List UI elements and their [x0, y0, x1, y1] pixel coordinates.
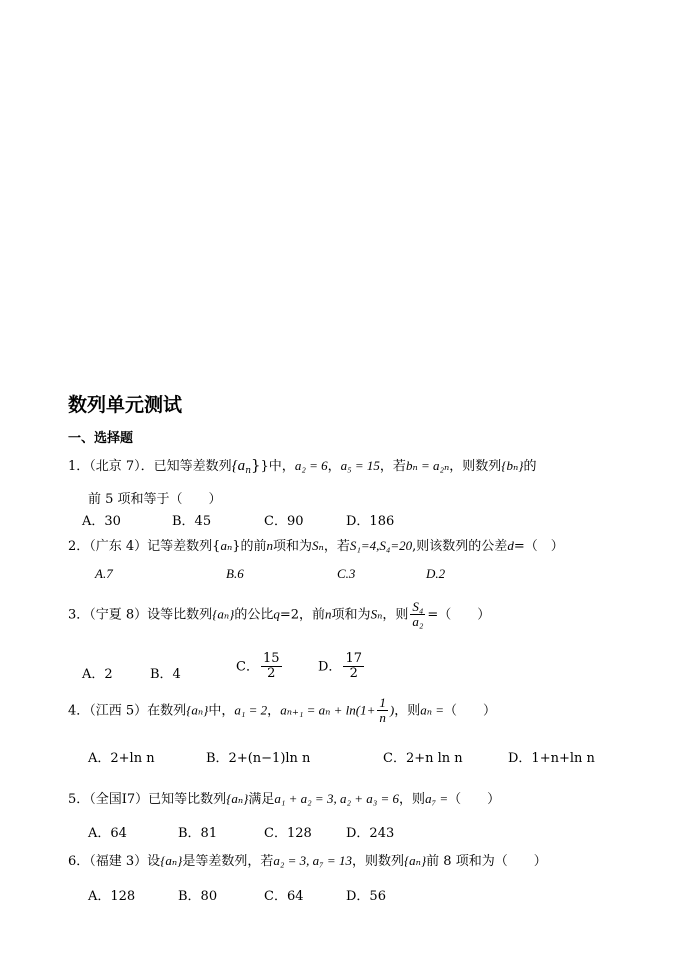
q2-text-c: 项和为	[273, 539, 313, 554]
q1-cond1: a₂ = 6	[294, 458, 328, 473]
q1-option-b: B．45	[172, 514, 212, 529]
q4-frac-den: n	[379, 710, 386, 726]
q5-text-d: （ ）	[448, 792, 501, 807]
q1-tail: 的	[523, 459, 537, 474]
q5-seq: {aₙ}	[226, 791, 249, 806]
q2-an: aₙ	[220, 538, 233, 553]
q3-frac-num: S₄	[412, 599, 424, 614]
q6-text-a: 6．（福建 3）设	[68, 854, 161, 869]
q3-frac-den: a₂	[412, 614, 424, 630]
q6-seq2: {aₙ}	[403, 853, 427, 868]
q4-frac-num: 1	[379, 695, 386, 710]
q4-option-a: A．2+ln n	[88, 751, 155, 766]
q6-option-d: D．56	[346, 889, 386, 904]
question-3	[68, 600, 490, 630]
q3-text-f: =（ ）	[427, 607, 491, 623]
q4-text-a: 4．（江西 5）在数列	[68, 703, 187, 719]
page-title: 数列单元测试	[68, 394, 183, 416]
q3-option-b: B．4	[150, 667, 181, 682]
q5-option-a: A．64	[88, 826, 127, 841]
q3-seq: {aₙ}	[212, 606, 235, 622]
q6-option-a: A．128	[88, 889, 136, 904]
q2-option-c: C.3	[337, 566, 356, 581]
q4-text-e: （ ）	[444, 703, 497, 719]
q4-option-c: C．2+n ln n	[383, 751, 463, 766]
q2-sn: Sₙ	[312, 538, 324, 553]
q1-mid1: }中，	[260, 459, 295, 474]
q4-seq: {aₙ}	[186, 702, 209, 718]
q2-n: n	[266, 538, 274, 553]
q5-text-c: ，则	[399, 792, 426, 807]
q2-text-e: ,则该数列的公差	[412, 539, 508, 554]
q1-sep1: ，	[327, 459, 341, 474]
q4-an: aₙ =	[420, 702, 445, 718]
q3-sn: Sₙ	[370, 606, 383, 622]
q1-cond3: bₙ = a₂ₙ	[405, 458, 450, 473]
q3-text-c: =2，前	[279, 607, 326, 623]
q1-mid2: ，若	[379, 459, 406, 474]
q5-option-b: B．81	[178, 826, 218, 841]
question-1	[68, 455, 536, 476]
q1-mid3: ，则数列	[449, 459, 502, 474]
q3-q: q	[273, 606, 280, 622]
q2-text-b: }的前	[232, 539, 267, 554]
q2-text-a: 2．（广东 4）记等差数列{	[68, 539, 221, 554]
q1-option-c: C．90	[264, 514, 304, 529]
q1-cond2: a₅ = 15	[340, 458, 380, 473]
q3-text-d: 项和为	[331, 607, 371, 623]
q3-text-b: 的公比	[234, 607, 274, 623]
q4-rec-right: )	[389, 702, 395, 718]
question-6	[68, 850, 547, 869]
q4-fraction	[377, 696, 388, 726]
q4-option-b: B．2+(n−1)ln n	[206, 751, 311, 766]
q4-cond1: a₁ = 2	[234, 702, 268, 718]
q4-rec-left: aₙ₊₁ = aₙ + ln(1+	[280, 702, 376, 718]
q1-option-d: D．186	[346, 514, 395, 529]
q1-seq-b: {bₙ}	[501, 458, 524, 473]
q3-fraction	[410, 600, 425, 630]
q2-option-b: B.6	[226, 566, 244, 581]
q3-text-a: 3．（宁夏 8）设等比数列	[68, 607, 213, 623]
q1-seq-a-sub: n	[245, 466, 251, 476]
q6-seq: {aₙ}	[160, 853, 183, 868]
q2-text-d: ，若	[323, 539, 350, 554]
q2-d: d	[507, 538, 514, 553]
q5-option-d: D．243	[346, 826, 395, 841]
q5-text-a: 5．（全国Ⅰ7）已知等比数列	[68, 792, 227, 807]
question-4	[68, 696, 496, 726]
q3-option-a: A．2	[82, 667, 113, 682]
q5-target: a₇ =	[425, 791, 449, 806]
q4-option-d: D．1+n+ln n	[508, 751, 595, 766]
q6-option-c: C．64	[264, 889, 304, 904]
q3-option-d-label: D．	[318, 659, 342, 675]
q3-option-d	[318, 652, 366, 682]
q5-text-b: 满足	[248, 792, 275, 807]
q5-option-c: C．128	[264, 826, 312, 841]
q1-seq-a-close: }	[250, 456, 261, 474]
q1-seq-a: {a	[231, 458, 246, 474]
q3-option-c-label: C．	[236, 659, 259, 675]
question-5	[68, 788, 500, 807]
q3-opt-c-num: 15	[262, 651, 280, 666]
q3-opt-d-num: 17	[345, 651, 362, 666]
q2-option-d: D.2	[426, 566, 446, 581]
question-2	[68, 535, 564, 554]
q3-n: n	[325, 606, 332, 622]
q4-text-b: 中，	[208, 703, 235, 719]
question-1-line2: 前 5 项和等于（ ）	[88, 492, 222, 507]
q2-option-a: A.7	[95, 566, 113, 581]
q6-text-b: 是等差数列，若	[182, 854, 274, 869]
q6-text-c: ，则数列	[351, 854, 404, 869]
q3-option-c	[236, 652, 284, 682]
q6-option-b: B．80	[178, 889, 218, 904]
q4-text-c: ，	[267, 703, 281, 719]
section-heading: 一、选择题	[68, 431, 134, 446]
q1-lead: 1．（北京 7）．已知等差数列	[68, 459, 232, 474]
q1-option-a: A．30	[82, 514, 121, 529]
q5-cond: a₁ + a₂ = 3, a₂ + a₃ = 6	[274, 791, 400, 806]
q3-option-c-frac	[261, 652, 282, 682]
q6-cond: a₂ = 3, a₇ = 13	[273, 853, 352, 868]
q3-option-d-frac	[343, 652, 364, 682]
q3-opt-d-den: 2	[349, 666, 358, 682]
q3-opt-c-den: 2	[267, 666, 276, 682]
q2-text-f: =（ ）	[513, 539, 564, 554]
q2-cond: S₁=4,S₄=20	[349, 538, 413, 553]
q4-text-d: ，则	[394, 703, 421, 719]
q6-text-d: 前 8 项和为（ ）	[426, 854, 547, 869]
q3-text-e: ，则	[382, 607, 409, 623]
